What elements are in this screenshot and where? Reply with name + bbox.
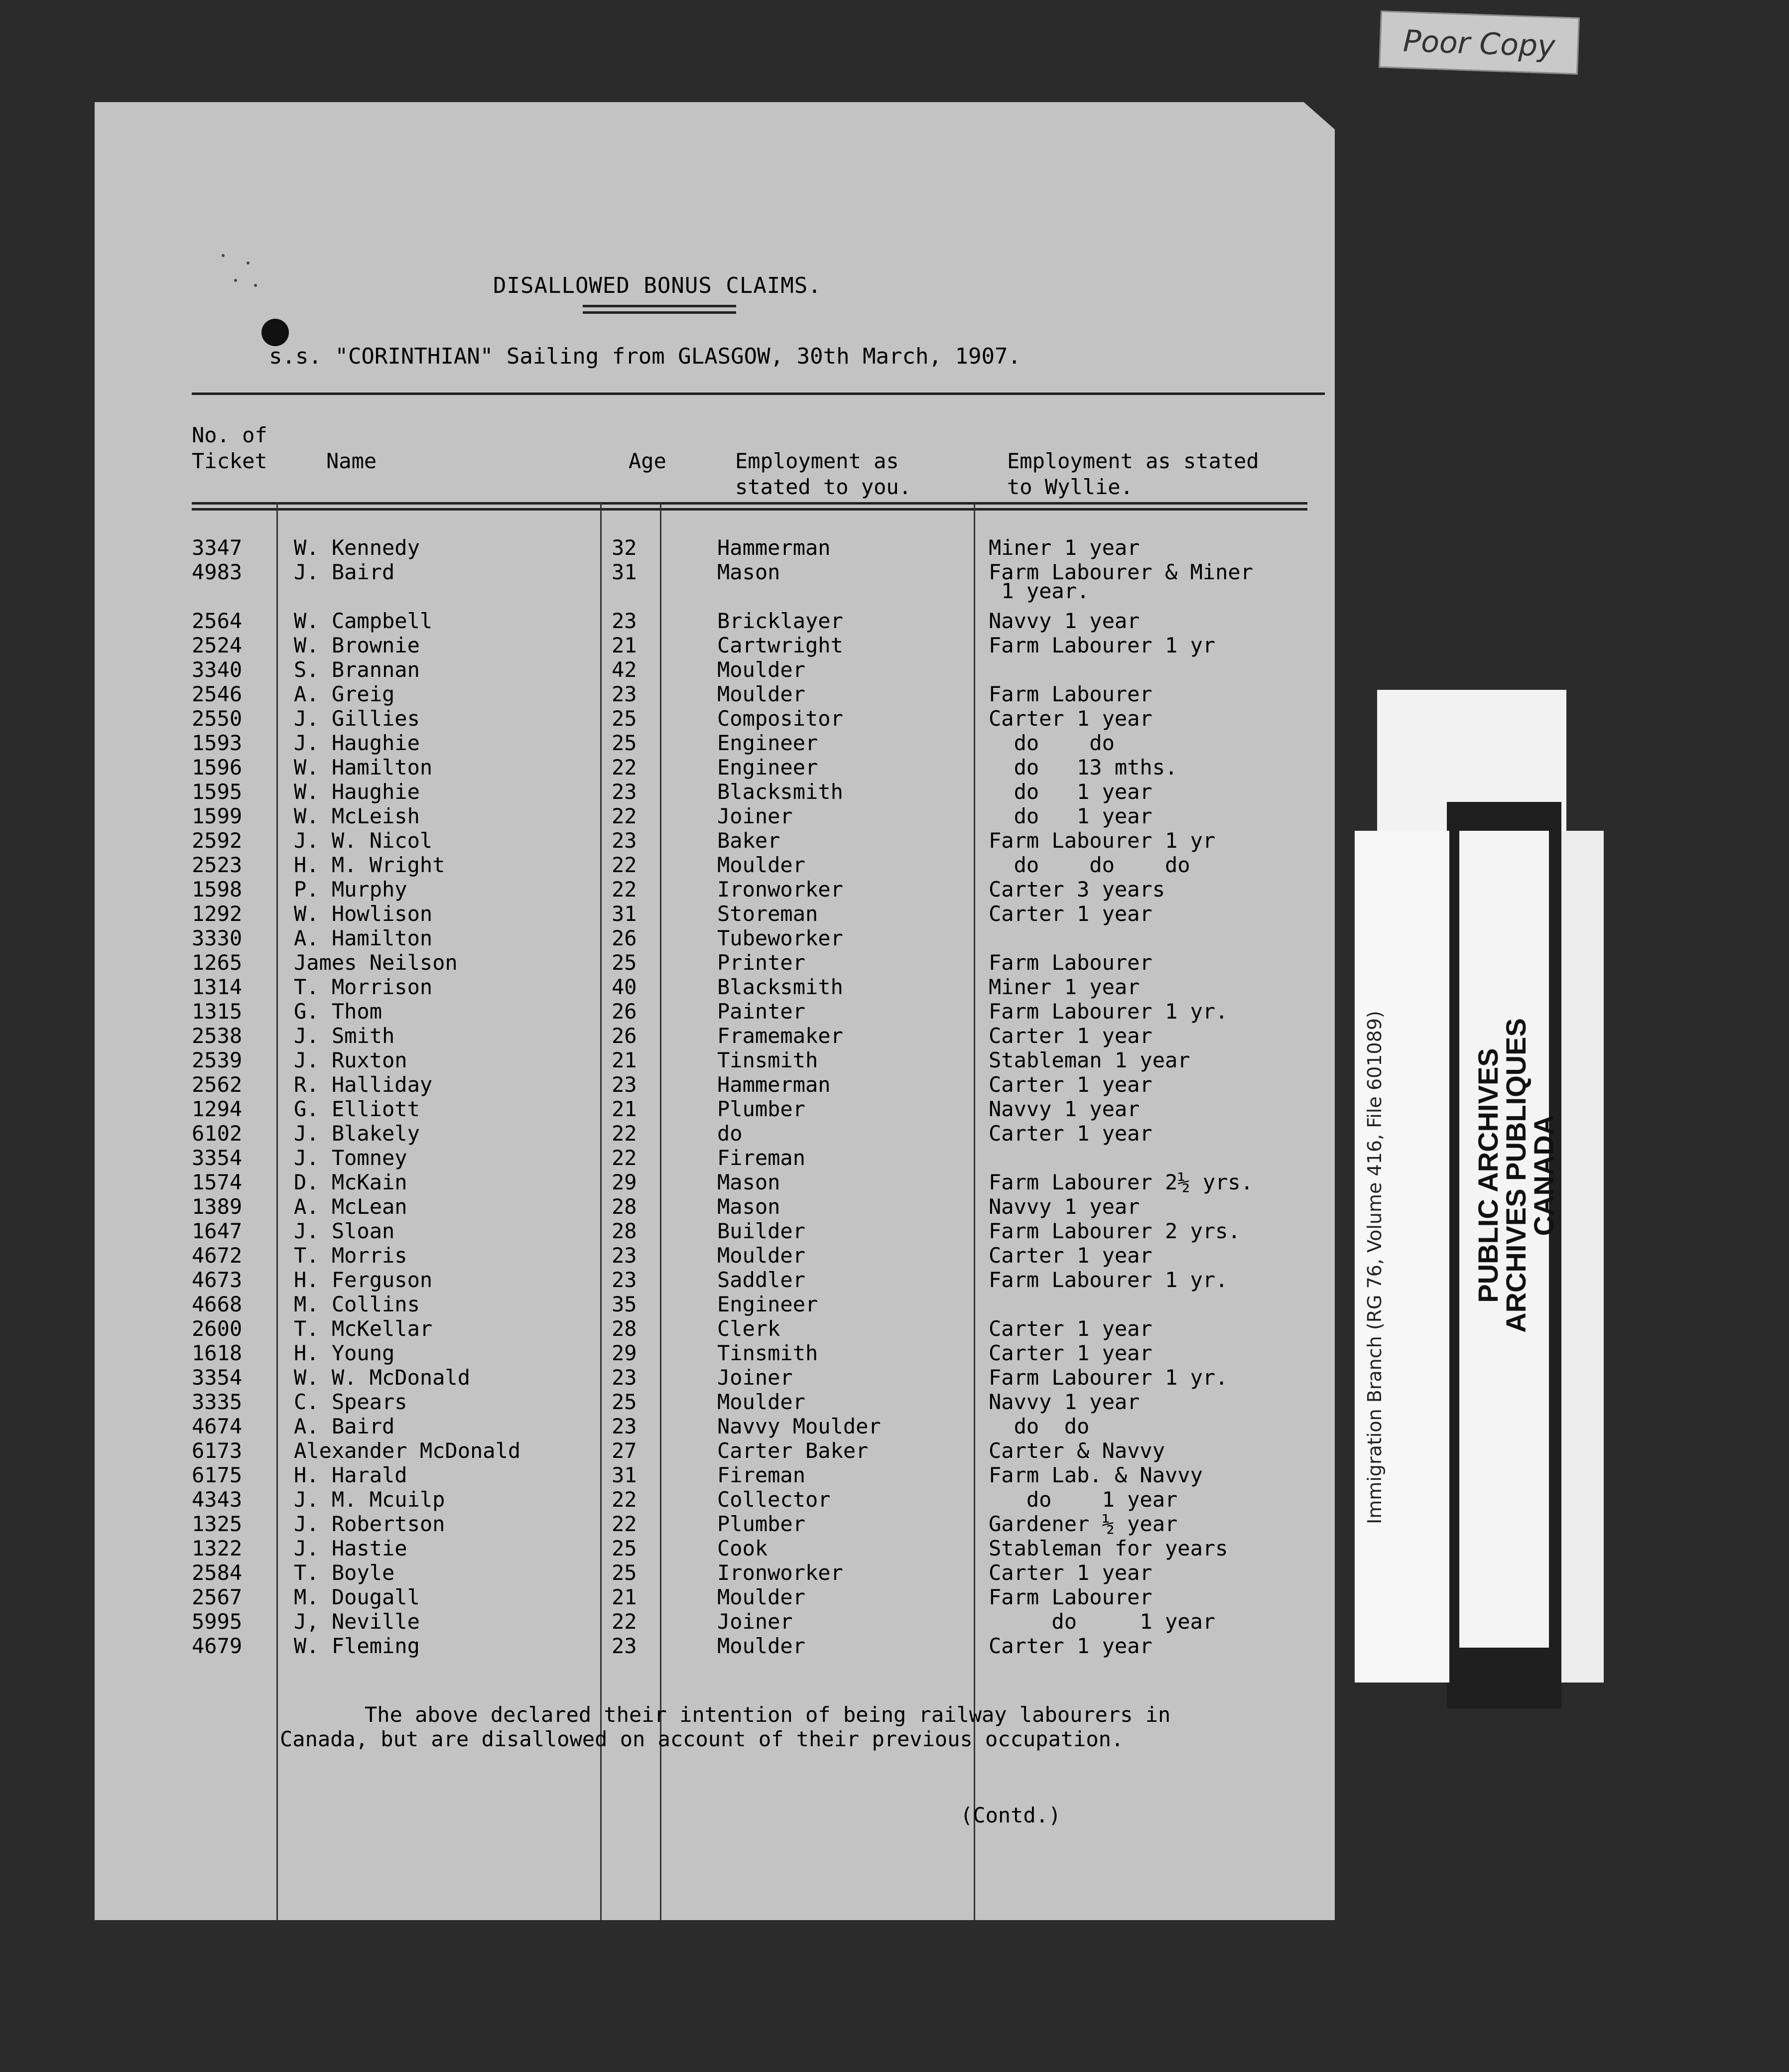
employment-wyllie-cell: Stableman for years	[989, 1536, 1228, 1560]
age-cell: 23	[612, 1072, 637, 1097]
ticket-cell: 6173	[192, 1438, 243, 1463]
name-cell: J. Baird	[294, 560, 395, 584]
employment-you-cell: Carter Baker	[717, 1438, 869, 1463]
ticket-cell: 4343	[192, 1487, 243, 1512]
table-row	[0, 1219, 1345, 1243]
age-cell: 25	[612, 706, 637, 731]
employment-wyllie-cell: Miner 1 year	[989, 975, 1140, 999]
employment-wyllie-cell: Farm Labourer 1 yr	[989, 633, 1216, 657]
table-row	[0, 1243, 1345, 1268]
age-cell: 22	[612, 755, 637, 779]
employment-you-cell: Hammerman	[717, 1072, 831, 1097]
ticket-cell: 1599	[192, 804, 243, 828]
name-cell: T. Morris	[294, 1243, 407, 1268]
table-row	[0, 1341, 1345, 1365]
employment-wyllie-cell: do do do	[989, 853, 1190, 877]
table-row	[0, 975, 1345, 999]
ticket-cell: 3335	[192, 1390, 243, 1414]
employment-wyllie-cell: Carter 1 year	[989, 1341, 1152, 1365]
table-row	[0, 731, 1345, 755]
employment-wyllie-cell: do 1 year	[989, 1487, 1178, 1512]
employment-wyllie-cell: Farm Labourer 2½ yrs.	[989, 1170, 1254, 1194]
ticket-cell: 1596	[192, 755, 243, 779]
table-row	[0, 1365, 1345, 1390]
employment-you-cell: Painter	[717, 999, 806, 1024]
age-cell: 27	[612, 1438, 637, 1463]
ticket-cell: 2538	[192, 1024, 243, 1048]
archive-line-3: CANADA	[1528, 1115, 1559, 1236]
archive-card-tab	[1554, 831, 1604, 1683]
ticket-cell: 2546	[192, 682, 243, 706]
table-row	[0, 1170, 1345, 1194]
employment-you-cell: Plumber	[717, 1512, 806, 1536]
table-row	[0, 1024, 1345, 1048]
employment-wyllie-cell: Farm Labourer 1 yr.	[989, 1365, 1228, 1390]
name-cell: T. Morrison	[294, 975, 433, 999]
col-header-employment-wyllie: Employment as stated to Wyllie.	[1007, 449, 1259, 499]
employment-you-cell: Joiner	[717, 1609, 793, 1634]
age-cell: 42	[612, 657, 637, 682]
age-cell: 28	[612, 1194, 637, 1219]
age-cell: 23	[612, 1365, 637, 1390]
name-cell: W. Fleming	[294, 1634, 420, 1658]
ticket-cell: 2524	[192, 633, 243, 657]
employment-you-cell: Framemaker	[717, 1024, 843, 1048]
name-cell: H. Harald	[294, 1463, 407, 1487]
age-cell: 22	[612, 877, 637, 902]
col-header-age: Age	[629, 449, 666, 473]
employment-wyllie-cell: Carter 1 year	[989, 1634, 1152, 1658]
age-cell: 22	[612, 804, 637, 828]
name-cell: A. Hamilton	[294, 926, 433, 950]
employment-wyllie-cell: do 1 year	[989, 779, 1152, 804]
age-cell: 21	[612, 1585, 637, 1609]
age-cell: 21	[612, 1048, 637, 1072]
employment-wyllie-cell: Farm Labourer	[989, 682, 1152, 706]
employment-you-cell: Tubeworker	[717, 926, 843, 950]
table-row	[0, 877, 1345, 902]
employment-you-cell: Bricklayer	[717, 609, 843, 633]
age-cell: 28	[612, 1219, 637, 1243]
ticket-cell: 3354	[192, 1146, 243, 1170]
employment-you-cell: Fireman	[717, 1463, 806, 1487]
name-cell: Alexander McDonald	[294, 1438, 521, 1463]
employment-wyllie-cell: Miner 1 year	[989, 535, 1140, 560]
age-cell: 23	[612, 779, 637, 804]
table-row	[0, 1438, 1345, 1463]
age-cell: 35	[612, 1292, 637, 1316]
ticket-cell: 1315	[192, 999, 243, 1024]
ticket-cell: 4673	[192, 1268, 243, 1292]
age-cell: 23	[612, 1634, 637, 1658]
ticket-cell: 1292	[192, 902, 243, 926]
archive-reference: Immigration Branch (RG 76, Volume 416, File 601089)	[1364, 1011, 1386, 1524]
age-cell: 25	[612, 1560, 637, 1585]
employment-wyllie-cell: Carter 1 year	[989, 1560, 1152, 1585]
ticket-cell: 2550	[192, 706, 243, 731]
employment-you-cell: Hammerman	[717, 535, 831, 560]
punch-hole	[261, 319, 289, 346]
age-cell: 22	[612, 1487, 637, 1512]
employment-you-cell: Clerk	[717, 1316, 780, 1341]
age-cell: 29	[612, 1341, 637, 1365]
name-cell: J. M. Mcuilp	[294, 1487, 445, 1512]
age-cell: 25	[612, 1536, 637, 1560]
employment-you-cell: Plumber	[717, 1097, 806, 1121]
employment-wyllie-cell: Carter 3 years	[989, 877, 1165, 902]
employment-you-cell: Moulder	[717, 853, 806, 877]
table-row	[0, 1536, 1345, 1560]
footer-note: The above declared their intention of being railway labourers in Canada, but are disallowed on account of their previous occupation.	[280, 1702, 1171, 1751]
employment-wyllie-cell: Navvy 1 year	[989, 609, 1140, 633]
employment-you-cell: Tinsmith	[717, 1048, 818, 1072]
name-cell: M. Collins	[294, 1292, 420, 1316]
archive-line-1: PUBLIC ARCHIVES	[1472, 1048, 1504, 1303]
age-cell: 21	[612, 633, 637, 657]
employment-you-cell: Moulder	[717, 1390, 806, 1414]
ticket-cell: 1294	[192, 1097, 243, 1121]
age-cell: 25	[612, 950, 637, 975]
poor-copy-text: Poor Copy	[1403, 23, 1556, 64]
employment-you-cell: do	[717, 1121, 743, 1146]
name-cell: J. Robertson	[294, 1512, 445, 1536]
ticket-cell: 4668	[192, 1292, 243, 1316]
table-row	[0, 1292, 1345, 1316]
archive-line-2: ARCHIVES PUBLIQUES	[1500, 1018, 1532, 1333]
employment-wyllie-cell: do 1 year	[989, 804, 1152, 828]
employment-you-cell: Moulder	[717, 1585, 806, 1609]
name-cell: J. Gillies	[294, 706, 420, 731]
name-cell: G. Thom	[294, 999, 383, 1024]
name-cell: James Neilson	[294, 950, 458, 975]
table-row	[0, 657, 1345, 682]
name-cell: J. Hastie	[294, 1536, 407, 1560]
employment-you-cell: Engineer	[717, 1292, 818, 1316]
employment-you-cell: Moulder	[717, 657, 806, 682]
table-row	[0, 633, 1345, 657]
employment-wyllie-cell: Carter 1 year	[989, 1072, 1152, 1097]
col-header-name: Name	[326, 449, 377, 473]
ticket-cell: 1325	[192, 1512, 243, 1536]
ticket-cell: 4983	[192, 560, 243, 584]
continued-marker: (Contd.)	[960, 1803, 1061, 1827]
age-cell: 31	[612, 902, 637, 926]
name-cell: J. W. Nicol	[294, 828, 433, 853]
employment-you-cell: Moulder	[717, 1243, 806, 1268]
employment-you-cell: Baker	[717, 828, 780, 853]
name-cell: W. McLeish	[294, 804, 420, 828]
table-row	[0, 804, 1345, 828]
table-row	[0, 1268, 1345, 1292]
name-cell: T. McKellar	[294, 1316, 433, 1341]
employment-you-cell: Printer	[717, 950, 806, 975]
paper-specks	[217, 249, 261, 289]
age-cell: 26	[612, 1024, 637, 1048]
table-row	[0, 1146, 1345, 1170]
employment-you-cell: Storeman	[717, 902, 818, 926]
table-row	[0, 853, 1345, 877]
age-cell: 21	[612, 1097, 637, 1121]
employment-you-cell: Engineer	[717, 755, 818, 779]
ticket-cell: 4672	[192, 1243, 243, 1268]
employment-wyllie-cell: do do	[989, 731, 1115, 755]
ticket-cell: 3330	[192, 926, 243, 950]
employment-you-cell: Blacksmith	[717, 975, 843, 999]
name-cell: H. M. Wright	[294, 853, 445, 877]
employment-you-cell: Navvy Moulder	[717, 1414, 881, 1438]
table-row	[0, 779, 1345, 804]
header-rule	[192, 392, 1325, 395]
ticket-cell: 2592	[192, 828, 243, 853]
employment-wyllie-cell: do 1 year	[989, 1609, 1216, 1634]
table-row	[0, 1316, 1345, 1341]
name-cell: W. Brownie	[294, 633, 420, 657]
employment-wyllie-cell: Carter 1 year	[989, 706, 1152, 731]
table-row	[0, 1121, 1345, 1146]
name-cell: J. Smith	[294, 1024, 395, 1048]
employment-wyllie-cell: Navvy 1 year	[989, 1194, 1140, 1219]
table-row	[0, 755, 1345, 779]
ticket-cell: 2567	[192, 1585, 243, 1609]
employment-wyllie-cell: Farm Labourer 1 yr	[989, 828, 1216, 853]
employment-wyllie-cell: Farm Labourer 1 yr.	[989, 1268, 1228, 1292]
name-cell: W. Haughie	[294, 779, 420, 804]
table-row	[0, 1487, 1345, 1512]
employment-you-cell: Mason	[717, 560, 780, 584]
name-cell: D. McKain	[294, 1170, 407, 1194]
document-title: DISALLOWED BONUS CLAIMS.	[493, 273, 822, 298]
table-row	[0, 999, 1345, 1024]
table-row	[0, 1609, 1345, 1634]
age-cell: 26	[612, 926, 637, 950]
employment-you-cell: Mason	[717, 1170, 780, 1194]
ticket-cell: 1647	[192, 1219, 243, 1243]
employment-wyllie-cell: Navvy 1 year	[989, 1097, 1140, 1121]
age-cell: 29	[612, 1170, 637, 1194]
table-row	[0, 926, 1345, 950]
ticket-cell: 2564	[192, 609, 243, 633]
employment-you-cell: Moulder	[717, 1634, 806, 1658]
document-subtitle: s.s. "CORINTHIAN" Sailing from GLASGOW, 30th March, 1907.	[269, 344, 1021, 369]
age-cell: 23	[612, 828, 637, 853]
age-cell: 31	[612, 1463, 637, 1487]
name-cell: H. Ferguson	[294, 1268, 433, 1292]
employment-wyllie-cell: Navvy 1 year	[989, 1390, 1140, 1414]
name-cell: J, Neville	[294, 1609, 420, 1634]
table-row	[0, 706, 1345, 731]
employment-wyllie-cell: Farm Labourer & Miner 1 year.	[989, 560, 1254, 603]
age-cell: 23	[612, 1243, 637, 1268]
age-cell: 23	[612, 1268, 637, 1292]
employment-you-cell: Cook	[717, 1536, 768, 1560]
name-cell: C. Spears	[294, 1390, 407, 1414]
employment-wyllie-cell: Carter 1 year	[989, 1316, 1152, 1341]
table-row	[0, 1512, 1345, 1536]
table-row	[0, 682, 1345, 706]
employment-you-cell: Joiner	[717, 804, 793, 828]
ticket-cell: 1618	[192, 1341, 243, 1365]
table-row	[0, 1072, 1345, 1097]
ticket-cell: 1314	[192, 975, 243, 999]
age-cell: 22	[612, 1146, 637, 1170]
table-row	[0, 1414, 1345, 1438]
ticket-cell: 1595	[192, 779, 243, 804]
ticket-cell: 1322	[192, 1536, 243, 1560]
age-cell: 25	[612, 731, 637, 755]
name-cell: P. Murphy	[294, 877, 407, 902]
age-cell: 23	[612, 1414, 637, 1438]
ticket-cell: 3347	[192, 535, 243, 560]
name-cell: J. Tomney	[294, 1146, 407, 1170]
name-cell: W. Howlison	[294, 902, 433, 926]
name-cell: M. Dougall	[294, 1585, 420, 1609]
employment-you-cell: Compositor	[717, 706, 843, 731]
employment-you-cell: Engineer	[717, 731, 818, 755]
table-row	[0, 950, 1345, 975]
table-header-rule-1	[192, 502, 1307, 505]
table-row	[0, 535, 1345, 560]
employment-wyllie-cell: Carter 1 year	[989, 902, 1152, 926]
age-cell: 32	[612, 535, 637, 560]
name-cell: J. Sloan	[294, 1219, 395, 1243]
employment-wyllie-cell: Farm Labourer	[989, 1585, 1152, 1609]
ticket-cell: 3354	[192, 1365, 243, 1390]
table-row	[0, 1463, 1345, 1487]
age-cell: 22	[612, 853, 637, 877]
table-row	[0, 1390, 1345, 1414]
table-row	[0, 1585, 1345, 1609]
employment-you-cell: Collector	[717, 1487, 831, 1512]
employment-you-cell: Joiner	[717, 1365, 793, 1390]
ticket-cell: 2523	[192, 853, 243, 877]
ticket-cell: 2562	[192, 1072, 243, 1097]
employment-wyllie-cell: Farm Lab. & Navvy	[989, 1463, 1203, 1487]
ticket-cell: 2539	[192, 1048, 243, 1072]
archive-stamp-text	[1474, 1001, 1558, 1350]
employment-you-cell: Tinsmith	[717, 1341, 818, 1365]
table-row	[0, 1560, 1345, 1585]
employment-you-cell: Saddler	[717, 1268, 806, 1292]
age-cell: 25	[612, 1390, 637, 1414]
age-cell: 28	[612, 1316, 637, 1341]
ticket-cell: 6102	[192, 1121, 243, 1146]
employment-you-cell: Mason	[717, 1194, 780, 1219]
table-row	[0, 560, 1345, 609]
name-cell: H. Young	[294, 1341, 395, 1365]
employment-wyllie-cell: Gardener ½ year	[989, 1512, 1178, 1536]
table-row	[0, 1097, 1345, 1121]
table-row	[0, 609, 1345, 633]
employment-wyllie-cell: do do	[989, 1414, 1090, 1438]
table-row	[0, 1194, 1345, 1219]
employment-wyllie-cell: Farm Labourer 2 yrs.	[989, 1219, 1241, 1243]
ticket-cell: 2600	[192, 1316, 243, 1341]
ticket-cell: 6175	[192, 1463, 243, 1487]
employment-wyllie-cell: Carter 1 year	[989, 1121, 1152, 1146]
employment-you-cell: Ironworker	[717, 1560, 843, 1585]
col-header-ticket: No. of Ticket	[192, 423, 267, 473]
employment-wyllie-cell: Farm Labourer 1 yr.	[989, 999, 1228, 1024]
table-row	[0, 828, 1345, 853]
ticket-cell: 2584	[192, 1560, 243, 1585]
employment-wyllie-cell: Farm Labourer	[989, 950, 1152, 975]
name-cell: R. Halliday	[294, 1072, 433, 1097]
age-cell: 26	[612, 999, 637, 1024]
ticket-cell: 4674	[192, 1414, 243, 1438]
col-header-employment-you: Employment as stated to you.	[735, 449, 912, 499]
employment-you-cell: Fireman	[717, 1146, 806, 1170]
employment-wyllie-cell: Carter 1 year	[989, 1024, 1152, 1048]
table-row	[0, 902, 1345, 926]
name-cell: A. Baird	[294, 1414, 395, 1438]
employment-you-cell: Cartwright	[717, 633, 843, 657]
employment-you-cell: Ironworker	[717, 877, 843, 902]
ticket-cell: 1593	[192, 731, 243, 755]
ticket-cell: 3340	[192, 657, 243, 682]
table-row	[0, 1634, 1345, 1658]
ticket-cell: 1574	[192, 1170, 243, 1194]
claims-table	[0, 535, 1345, 1658]
age-cell: 23	[612, 609, 637, 633]
employment-you-cell: Blacksmith	[717, 779, 843, 804]
ticket-cell: 1389	[192, 1194, 243, 1219]
age-cell: 31	[612, 560, 637, 584]
name-cell: J. Ruxton	[294, 1048, 407, 1072]
ticket-cell: 1598	[192, 877, 243, 902]
name-cell: W. W. McDonald	[294, 1365, 471, 1390]
name-cell: T. Boyle	[294, 1560, 395, 1585]
table-row	[0, 1048, 1345, 1072]
ticket-cell: 4679	[192, 1634, 243, 1658]
employment-wyllie-cell: Stableman 1 year	[989, 1048, 1190, 1072]
title-underline	[583, 305, 736, 314]
table-header-rule-2	[192, 508, 1307, 511]
name-cell: W. Hamilton	[294, 755, 433, 779]
name-cell: G. Elliott	[294, 1097, 420, 1121]
employment-you-cell: Builder	[717, 1219, 806, 1243]
age-cell: 22	[612, 1121, 637, 1146]
name-cell: A. McLean	[294, 1194, 407, 1219]
name-cell: W. Kennedy	[294, 535, 420, 560]
ticket-cell: 5995	[192, 1609, 243, 1634]
employment-you-cell: Moulder	[717, 682, 806, 706]
employment-wyllie-cell: Carter 1 year	[989, 1243, 1152, 1268]
poor-copy-label	[1379, 10, 1580, 75]
age-cell: 40	[612, 975, 637, 999]
employment-wyllie-cell: Carter & Navvy	[989, 1438, 1165, 1463]
age-cell: 23	[612, 682, 637, 706]
name-cell: S. Brannan	[294, 657, 420, 682]
ticket-cell: 1265	[192, 950, 243, 975]
age-cell: 22	[612, 1512, 637, 1536]
name-cell: J. Haughie	[294, 731, 420, 755]
employment-wyllie-cell: do 13 mths.	[989, 755, 1178, 779]
name-cell: J. Blakely	[294, 1121, 420, 1146]
name-cell: W. Campbell	[294, 609, 433, 633]
age-cell: 22	[612, 1609, 637, 1634]
name-cell: A. Greig	[294, 682, 395, 706]
